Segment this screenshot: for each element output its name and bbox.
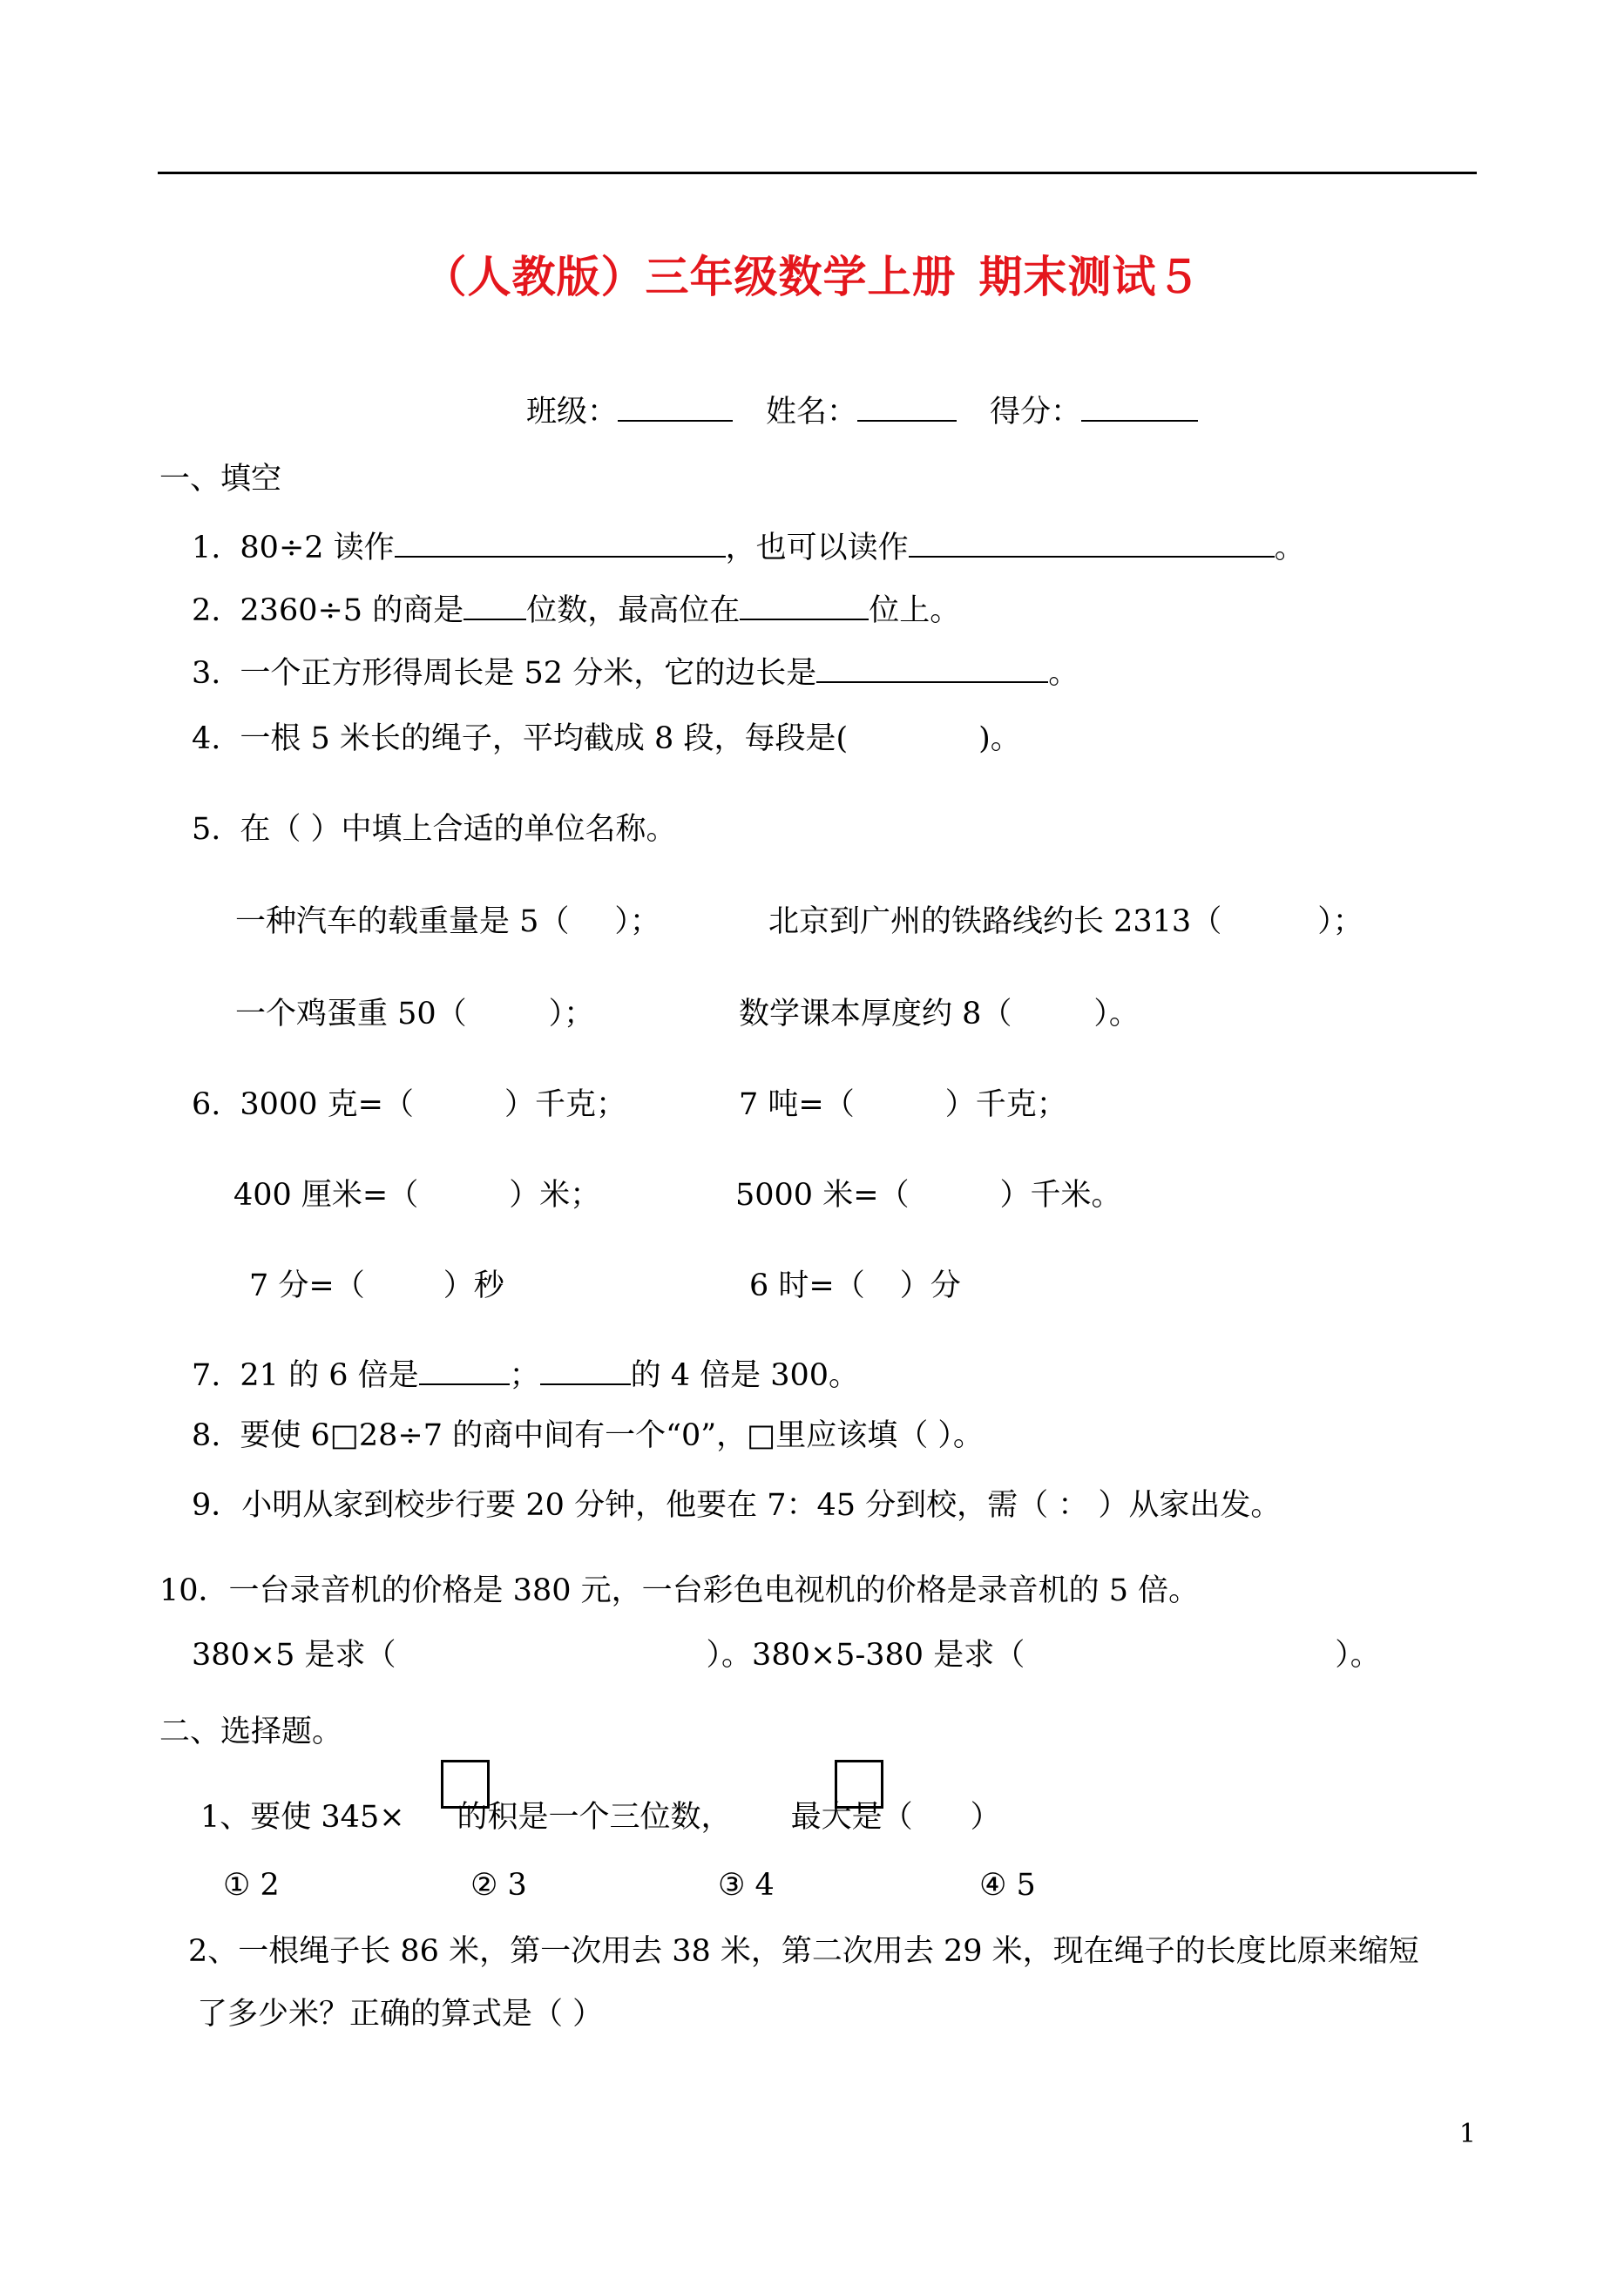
student-info (526, 390, 1198, 431)
q3-blank[interactable] (816, 652, 1048, 683)
question-6c: 400 厘米=（ ）米； (233, 1178, 601, 1213)
class-label: 班级： (526, 395, 619, 430)
choice-option-1[interactable]: ① 2 (223, 1868, 280, 1903)
question-6e: 7 分=（ ）秒 (249, 1268, 504, 1303)
q1-blank-a[interactable] (395, 526, 726, 558)
class-blank[interactable] (618, 390, 733, 422)
choice-option-4[interactable]: ④ 5 (979, 1868, 1036, 1903)
q7-blank-a[interactable] (419, 1354, 510, 1385)
question-7: 7. 21 的 6 倍是 ； 的 4 倍是 300。 (192, 1354, 859, 1395)
header-rule (158, 172, 1477, 174)
question-5c: 一个鸡蛋重 50（ ）； (235, 997, 595, 1032)
question-5b: 北京到广州的铁路线约长 2313（ ）； (768, 904, 1363, 939)
score-blank[interactable] (1081, 390, 1198, 422)
section1-heading: 一、填空 (159, 462, 282, 497)
question-6d: 5000 米=（ ）千米。 (735, 1178, 1122, 1213)
score-label: 得分： (990, 395, 1082, 430)
question-5a: 一种汽车的载重量是 5（ ）； (235, 904, 660, 939)
question-2: 2. 2360÷5 的商是 位数，最高位在 位上。 (192, 589, 960, 630)
choice-option-3[interactable]: ③ 4 (718, 1868, 775, 1903)
q1-blank-b[interactable] (909, 526, 1275, 558)
q2-blank-b[interactable] (740, 589, 869, 620)
question-4: 4. 一根 5 米长的绳子，平均截成 8 段，每段是( )。 (192, 721, 1021, 756)
choice-question-1: 1、要使 345× 的积是一个三位数， 最大是（ ） (200, 1800, 1001, 1835)
page-number: 1 (1458, 2119, 1476, 2149)
section2-heading: 二、选择题。 (159, 1715, 343, 1749)
question-8: 8. 要使 6□28÷7 的商中间有一个“0”，□里应该填（ ）。 (192, 1418, 984, 1453)
question-6b: 7 吨=（ ）千克； (739, 1087, 1067, 1122)
q2-blank-a[interactable] (464, 589, 526, 620)
name-blank[interactable] (857, 390, 957, 422)
question-1: 1. 80÷2 读作 ，也可以读作 。 (192, 526, 1305, 567)
page-title (0, 242, 1624, 305)
choice-question-2-cont: 了多少米？正确的算式是（ ） (197, 1997, 604, 2032)
question-10-parts: 380×5 是求（ ）。380×5-380 是求（ ）。 (192, 1638, 1381, 1673)
title-main: （人教版）三年级数学上册 (423, 251, 957, 302)
question-6a: 6. 3000 克=（ ）千克； (192, 1087, 626, 1122)
q7-blank-b[interactable] (540, 1354, 631, 1385)
choice-question-2: 2、一根绳子长 86 米，第一次用去 38 米，第二次用去 29 米，现在绳子的长度比原来缩短 (188, 1934, 1419, 1969)
question-5d: 数学课本厚度约 8（ ）。 (739, 997, 1140, 1032)
question-3: 3. 一个正方形得周长是 52 分米，它的边长是 。 (192, 652, 1079, 693)
title-sub: 期末测试５ (978, 251, 1201, 302)
choice-option-2[interactable]: ② 3 (470, 1868, 527, 1903)
question-9: 9．小明从家到校步行要 20 分钟，他要在 7：45 分到校，需（ ： ）从家出发。 (192, 1488, 1282, 1523)
name-label: 姓名： (766, 395, 858, 430)
question-5: 5. 在（ ）中填上合适的单位名称。 (192, 812, 677, 847)
question-10: 10．一台录音机的价格是 380 元，一台彩色电视机的价格是录音机的 5 倍。 (159, 1573, 1200, 1608)
question-6f: 6 时=（ ）分 (749, 1268, 961, 1303)
